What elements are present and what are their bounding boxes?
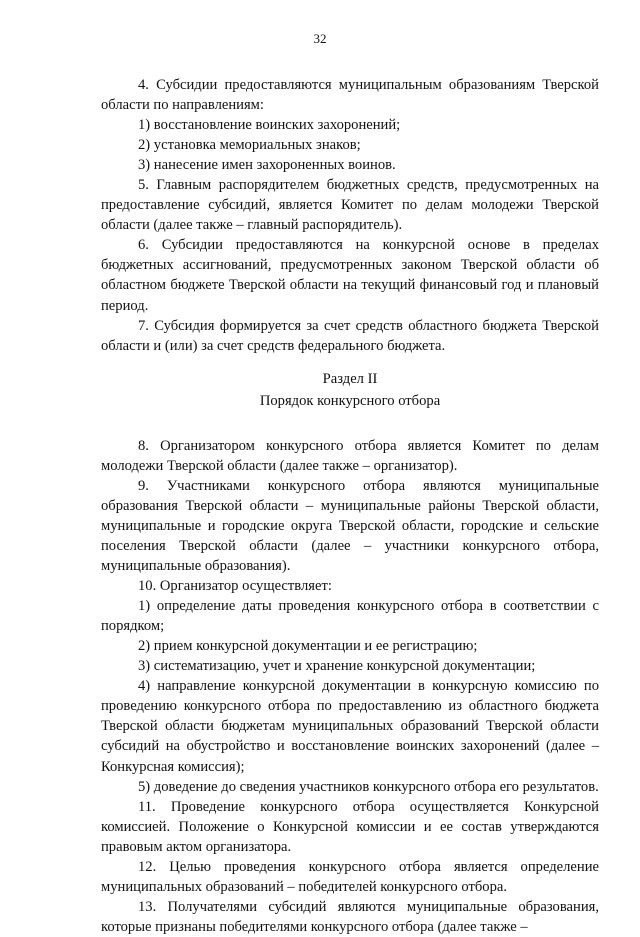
list-item-10-2: 2) прием конкурсной документации и ее регистрацию; xyxy=(138,638,478,655)
paragraph-8: 8. Организатором конкурсного отбора является Комитет по делам молодежи Тверской области (далее также – организатор). xyxy=(101,437,599,474)
list-item-10-5: 5) доведение до сведения участников конкурсного отбора его результатов. xyxy=(138,778,599,795)
section-title: Порядок конкурсного отбора xyxy=(259,392,441,409)
page-number: 32 xyxy=(313,31,327,46)
list-item-10-1: 1) определение даты проведения конкурсного отбора в соответствии с порядком; xyxy=(101,598,599,635)
list-item-1: 1) восстановление воинских захоронений; xyxy=(138,117,401,134)
list-item-10-4: 4) направление конкурсной документации в конкурсную комиссию по проведению конкурсного отбора по предоставлению из областного бюджета Тверской области бюджетам муниципальных образований Тверской области субсидий на обустройство и восстановление воинских захоронений (далее – Конкурсная комиссия); xyxy=(101,678,599,775)
list-item-3: 3) нанесение имен захороненных воинов. xyxy=(138,157,396,174)
paragraph-12: 12. Целью проведения конкурсного отбора является определение муниципальных образований – победителей конкурсного отбора. xyxy=(101,858,599,895)
paragraph-11: 11. Проведение конкурсного отбора осуществляется Конкурсной комиссией. Положение о Конкурсной комиссии и ее состав утверждаются правовым актом организатора. xyxy=(101,798,599,855)
paragraph-4: 4. Субсидии предоставляются муниципальным образованиям Тверской области по направлениям: xyxy=(101,77,599,114)
paragraph-5: 5. Главным распорядителем бюджетных средств, предусмотренных на предоставление субсидий, является Комитет по делам молодежи Тверской области (далее также – главный распорядитель). xyxy=(101,177,599,234)
paragraph-9: 9. Участниками конкурсного отбора являются муниципальные образования Тверской области – муниципальные районы Тверской области, муниципальные и городские округа Тверской области, городские и сельские поселения Тверской области (далее – участники конкурсного отбора, муниципальные образования). xyxy=(101,477,599,575)
list-item-10-3: 3) систематизацию, учет и хранение конкурсной документации; xyxy=(138,658,536,675)
paragraph-10: 10. Организатор осуществляет: xyxy=(138,578,332,595)
list-item-2: 2) установка мемориальных знаков; xyxy=(138,137,361,154)
paragraph-7: 7. Субсидия формируется за счет средств областного бюджета Тверской области и (или) за счет средств федерального бюджета. xyxy=(101,317,599,354)
page-content xyxy=(101,75,599,937)
section-heading: Раздел II xyxy=(322,370,378,387)
paragraph-13: 13. Получателями субсидий являются муниципальные образования, которые признаны победителями конкурсного отбора (далее также – xyxy=(101,898,599,935)
paragraph-6: 6. Субсидии предоставляются на конкурсной основе в пределах бюджетных ассигнований, предусмотренных законом Тверской области об областном бюджете Тверской области на текущий финансовый год и плановый период. xyxy=(101,237,599,314)
